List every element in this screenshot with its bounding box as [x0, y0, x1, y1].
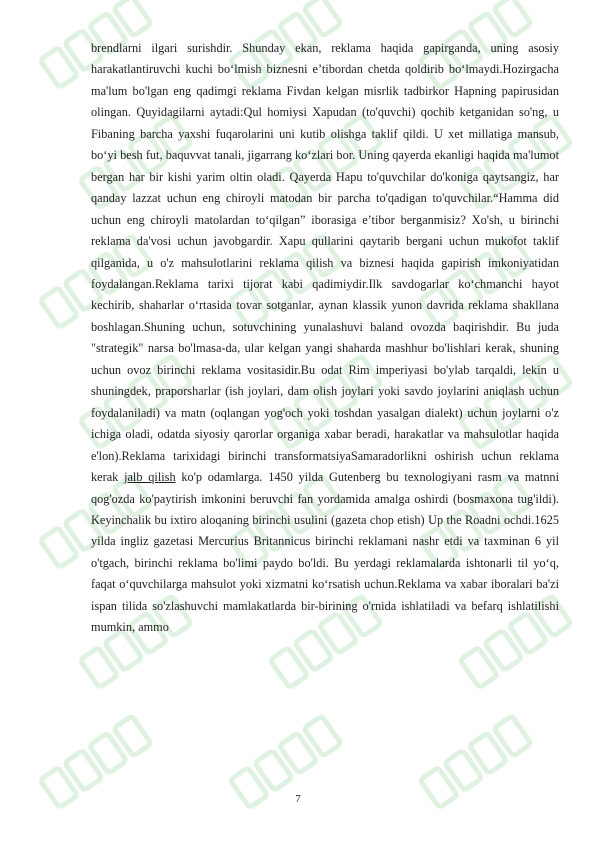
jalb-qilish-link[interactable]: jalb qilish [124, 470, 176, 485]
watermark-stroke [445, 750, 483, 790]
watermark-stroke [80, 647, 118, 687]
watermark-stroke [279, 733, 317, 773]
watermark-stroke [114, 716, 152, 756]
text-segment-2: ko'p odamlarga. 1450 yilda Gutenberg bu texnologiyani rasm va matnni qog'ozda ko'paytirish imkonini beruvchi fan yordamida amalga oshirdi (bosmaxona tug'ildi). Keyinchalik bu ixtiro aloqaning birinchi usulini (gazeta chop etish) Up the Roadni ochdi.1625 yilda ingliz gazetasi Mercurius Britannicus birinchi reklamani nashr etdi va taxminan 6 yil o'tgach, birinchi reklama bo'limi paydo bo'ldi. Bu yerdagi reklamalarda ishtonarli til yo‘q, faqat o‘quvchilarga mahsulot yoki xizmatni ko‘rsatish uchun.Reklama va xabar iboralari ba'zi ispan tilida so'zlashuvchi mamlakatlarda bir-birining o'rnida ishlatiladi va befarq ishlatilishi mumkin, ammo [91, 470, 559, 635]
paragraph [91, 38, 559, 639]
watermark-stroke [494, 716, 532, 756]
watermark-stroke [494, 0, 532, 36]
watermark-stroke [270, 647, 308, 687]
watermark-stroke [40, 287, 78, 327]
watermark-stroke [40, 527, 78, 567]
body-text [91, 38, 559, 639]
watermark-stroke [89, 733, 127, 773]
watermark-stroke [304, 716, 342, 756]
watermark-stroke [255, 750, 293, 790]
text-segment-1: brendlarni ilgari surishdir. Shunday ekan, reklama haqida gapirganda, uning asosiy harakatlantiruvchi kuchi bo‘lmish biznesni e’tibordan chetda qoldirib bo‘lmaydi.Hozirgacha ma'lum bo'lgan eng qadimgi reklama Fivdan kelgan misrlik tadbirkor Hapning papirusidan olingan. Quyidagilarni aytadi:Qul homiysi Xapudan (to'quvchi) qochib ketganidan so'ng, u Fibaning barcha yaxshi fuqarolarini uni kutib olishga taklif qildi. U xet millatiga mansub, bo‘yi besh fut, baquvvat tanali, jigarrang ko‘zlari bor. Uning qayerda ekanligi haqida ma'lumot bergan har bir kishi yarim oltin oladi. Qayerda Hapu to'quvchilar do'koniga qaytsangiz, har qanday lazzat uchun eng chiroyli matodan bir parcha to'qadigan to'quvchilar.“Hamma did uchun eng chiroyli matolardan to‘qilgan” iborasiga e’tibor berganmisiz? Xo'sh, u birinchi reklama da'vosi uchun javobgardir. Xapu qullarini qaytarib bergani uchun mukofot taklif qilganida, u o'z mahsulotlarini reklama qilish va biznesi haqida gapirish imkoniyatidan foydalangan.Reklama tarixi tijorat kabi qadimiydir.Ilk savdogarlar ko‘chmanchi hayot kechirib, shaharlar o‘rtasida tovar sotganlar, aynan klassik yunon davrida reklama shakllana boshlagan.Shuning uchun, sotuvchining yunalashuvi baland ovozda baqirishdir. Bu juda "strategik" narsa bo'lmasa-da, ular kelgan yangi shaharda mashhur bo'lishlari kerak, shuning uchun ovoz birinchi reklama vositasidir.Bu odat Rim imperiyasi bo'ylab tarqaldi, lekin u shuningdek, praporsharlar (ish joylari, dam olish joylari yoki savdo joylarini aniqlash uchun foydalaniladi) va matn (oqlangan yog'och yoki toshdan yasalgan dialekt) uchun joylarni o'z ichiga oladi, odatda siyosiy qarorlar organiga xabar beradi, harakatlar va mahsulotlar haqida e'lon).Reklama tarixidagi birinchi transformatsiyaSamaradorlikni oshirish uchun reklama kerak [91, 41, 559, 485]
watermark-stroke [40, 47, 78, 87]
page-number: 7 [295, 793, 301, 805]
watermark-stroke [65, 750, 103, 790]
watermark-stroke [469, 733, 507, 773]
watermark-stroke [460, 647, 498, 687]
watermark-stroke [114, 0, 152, 36]
watermark-stroke [304, 0, 342, 36]
